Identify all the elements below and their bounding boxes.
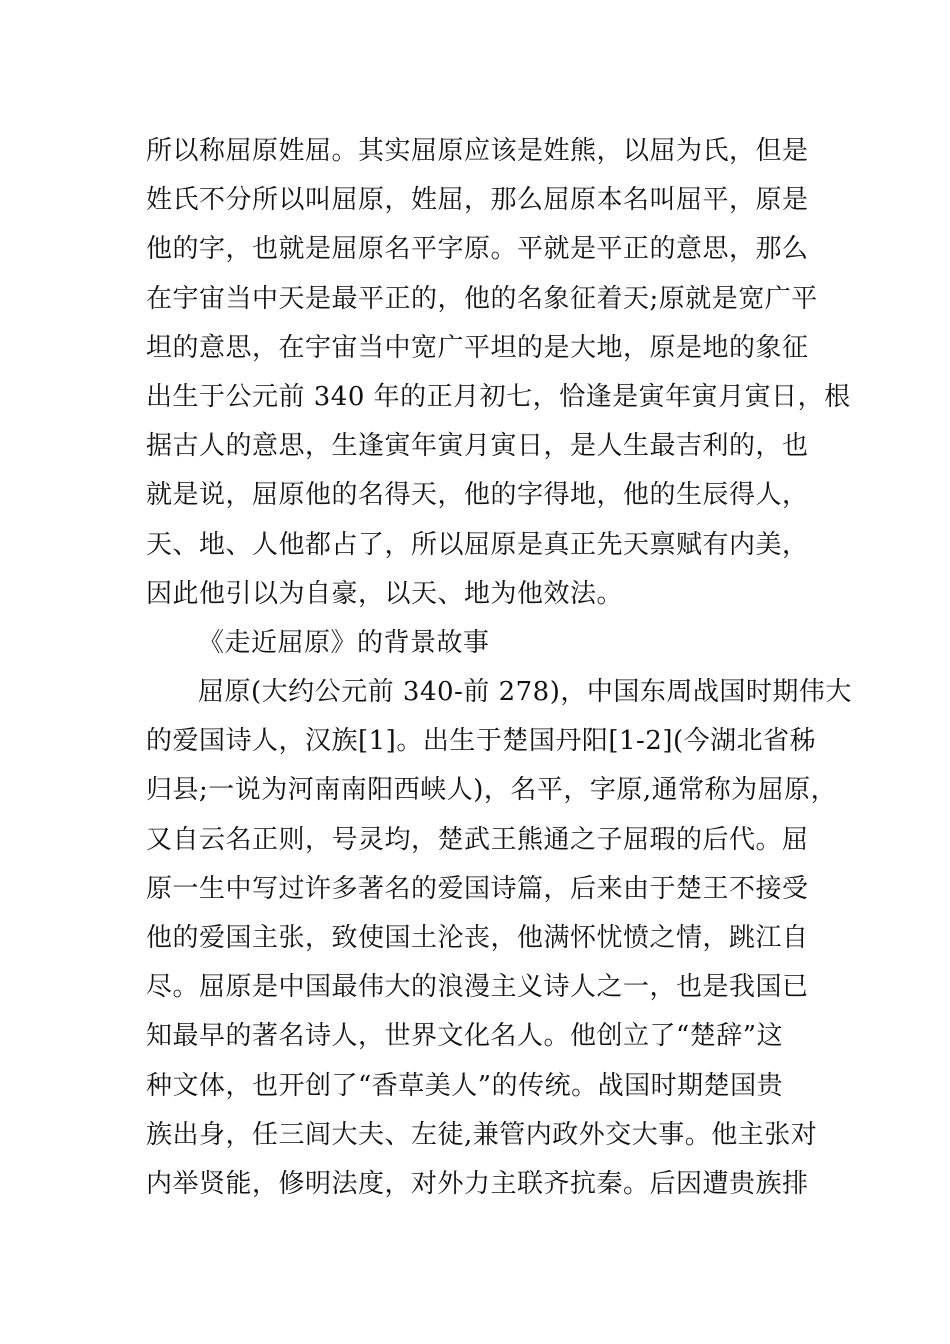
text-line: 的爱国诗人，汉族[1]。出生于楚国丹阳[1-2](今湖北省秭 — [146, 726, 817, 757]
text-line: 又自云名正则，号灵均，楚武王熊通之子屈瑕的后代。屈 — [146, 824, 809, 855]
text-line: 内举贤能，修明法度，对外力主联齐抗秦。后因遭贵族排 — [146, 1168, 809, 1199]
text-line: 就是说，屈原他的名得天，他的字得地，他的生辰得人， — [146, 480, 809, 511]
text-line: 他的爱国主张，致使国土沦丧，他满怀忧愤之情，跳江自 — [146, 923, 809, 953]
text-line: 天、地、人他都占了，所以屈原是真正先天禀赋有内美， — [146, 529, 809, 560]
text-line: 因此他引以为自豪，以天、地为他效法。 — [146, 578, 624, 609]
text-line: 出生于公元前 340 年的正月初七，恰逢是寅年寅月寅日，根 — [146, 381, 851, 412]
text-line: 所以称屈原姓屈。其实屈原应该是姓熊，以屈为氏，但是 — [146, 136, 809, 166]
text-line: 尽。屈原是中国最伟大的浪漫主义诗人之一，也是我国已 — [146, 972, 809, 1003]
text-line: 归县;一说为河南南阳西峡人)，名平，字原,通常称为屈原， — [146, 775, 838, 806]
text-line: 知最早的著名诗人，世界文化名人。他创立了“楚辞”这 — [146, 1021, 784, 1052]
text-line: 族出身，任三闾大夫、左徒,兼管内政外交大事。他主张对 — [146, 1119, 818, 1150]
text-line: 原一生中写过许多著名的爱国诗篇，后来由于楚王不接受 — [146, 873, 809, 904]
section-heading: 《走近屈原》的背景故事 — [198, 627, 490, 658]
text-line: 他的字，也就是屈原名平字原。平就是平正的意思，那么 — [146, 234, 809, 265]
text-line: 种文体，也开创了“香草美人”的传统。战国时期楚国贵 — [146, 1070, 784, 1101]
text-line: 坦的意思，在宇宙当中宽广平坦的是大地，原是地的象征 — [146, 332, 809, 363]
text-line: 姓氏不分所以叫屈原，姓屈，那么屈原本名叫屈平，原是 — [146, 185, 809, 216]
text-line: 据古人的意思，生逢寅年寅月寅日，是人生最吉利的，也 — [146, 431, 809, 462]
text-line: 在宇宙当中天是最平正的，他的名象征着天;原就是宽广平 — [146, 283, 818, 314]
text-line: 屈原(大约公元前 340-前 278)，中国东周战国时期伟大 — [198, 677, 852, 708]
body-text — [146, 127, 852, 1209]
